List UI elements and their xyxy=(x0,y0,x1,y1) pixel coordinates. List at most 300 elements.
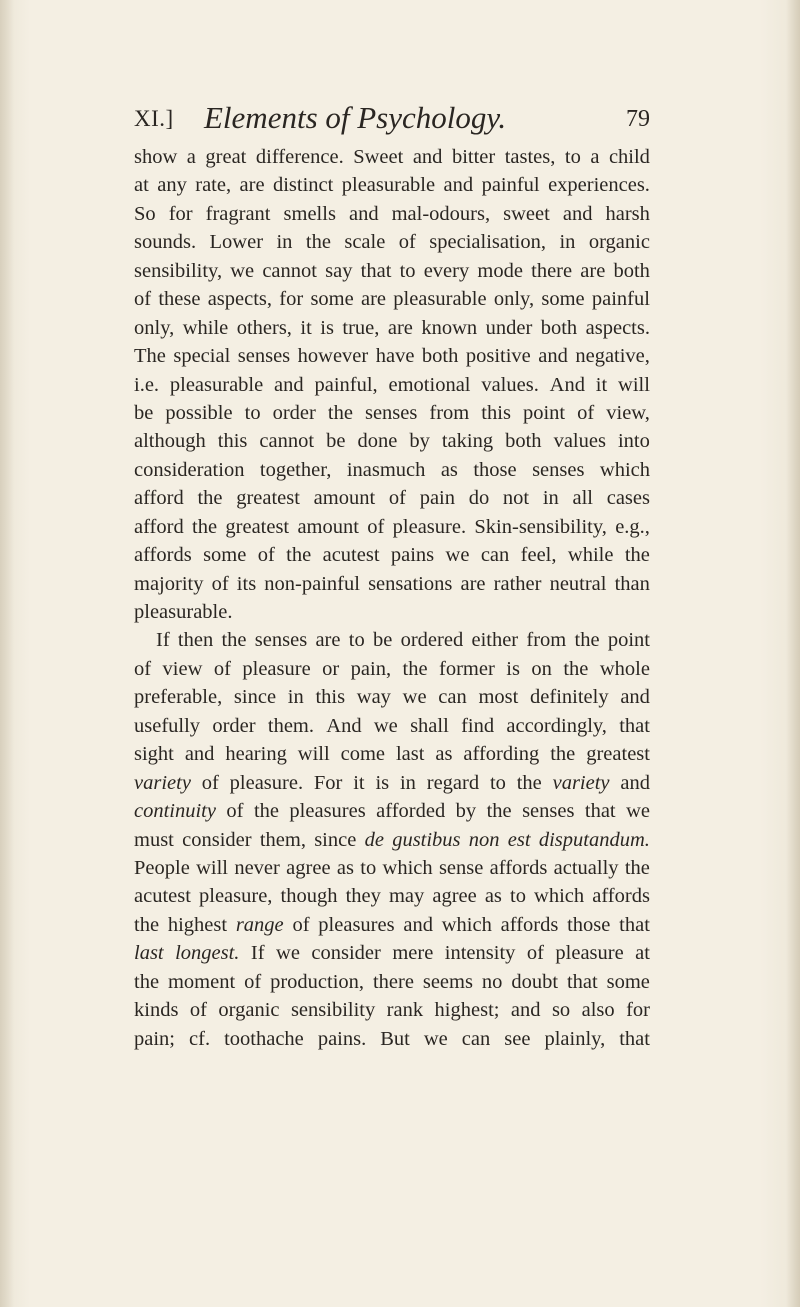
word: them. xyxy=(267,714,314,737)
word: there xyxy=(531,259,573,282)
word: sense xyxy=(438,856,484,879)
text-line xyxy=(134,456,650,484)
word: by xyxy=(455,800,477,823)
word: greatest xyxy=(586,743,650,766)
word: toothache xyxy=(224,1027,304,1050)
text-line xyxy=(134,427,650,455)
word: the xyxy=(516,771,542,794)
word: aspects. xyxy=(585,316,650,339)
word: organic xyxy=(588,231,650,254)
word: be xyxy=(134,401,154,424)
word: values. xyxy=(481,373,539,396)
word: i.e. xyxy=(134,373,160,396)
word: the xyxy=(574,629,600,652)
word: or xyxy=(322,657,340,680)
word: can xyxy=(461,1027,491,1050)
word: seems xyxy=(422,970,473,993)
italic-word: de xyxy=(364,828,384,851)
word: however xyxy=(297,345,369,368)
word: both xyxy=(540,316,578,339)
word: senses xyxy=(532,458,585,481)
word: in xyxy=(276,231,293,254)
text-line xyxy=(134,797,650,825)
word: point xyxy=(607,629,650,652)
word: for xyxy=(168,202,193,225)
word: sight xyxy=(134,743,174,766)
text-line xyxy=(134,399,650,427)
word: are xyxy=(387,316,413,339)
word: pleasure xyxy=(555,942,624,965)
word: consideration xyxy=(134,458,245,481)
word: possible xyxy=(165,401,233,424)
word: pains. xyxy=(317,1027,367,1050)
word: e.g., xyxy=(615,515,650,538)
italic-word: gustibus xyxy=(392,828,461,851)
word: and xyxy=(274,373,304,396)
word: the xyxy=(134,970,160,993)
word: them, xyxy=(259,828,306,851)
word: of xyxy=(367,515,385,538)
italic-word: last xyxy=(134,942,164,965)
word: intensity xyxy=(444,942,516,965)
word: feel, xyxy=(520,544,557,567)
word: plainly, xyxy=(544,1027,606,1050)
word: But xyxy=(380,1027,410,1050)
word: do xyxy=(468,487,490,510)
word: senses xyxy=(364,401,418,424)
word: the xyxy=(221,629,247,652)
word: mal-odours, xyxy=(391,202,491,225)
word: we xyxy=(445,544,470,567)
word: highest xyxy=(167,913,228,936)
text-line xyxy=(134,683,650,711)
word: pains xyxy=(390,544,435,567)
text-line xyxy=(134,882,650,910)
word: doubt xyxy=(511,970,559,993)
word: view xyxy=(162,657,203,680)
word: to xyxy=(244,401,261,424)
word: kinds xyxy=(134,999,179,1022)
word: mode xyxy=(477,259,523,282)
word: afforded xyxy=(376,800,446,823)
word: consider xyxy=(182,828,252,851)
word: regard xyxy=(426,771,480,794)
word: than xyxy=(614,572,650,595)
word: of xyxy=(134,657,152,680)
word: pleasure. xyxy=(229,771,304,794)
word: either xyxy=(471,629,519,652)
word: view, xyxy=(606,401,650,424)
word: taking xyxy=(441,430,494,453)
word: cannot xyxy=(262,259,317,282)
word: of xyxy=(292,913,310,936)
word: its xyxy=(236,572,257,595)
word: aspects, xyxy=(207,288,273,311)
word: some xyxy=(310,288,354,311)
word: both xyxy=(421,345,459,368)
running-header xyxy=(134,100,650,140)
word: may xyxy=(388,885,425,908)
word: at xyxy=(635,942,650,965)
word: find xyxy=(461,714,495,737)
word: which xyxy=(534,885,585,908)
word: there xyxy=(372,970,414,993)
italic-word: variety xyxy=(134,771,191,794)
word: definitely xyxy=(530,686,609,709)
text-line xyxy=(134,769,650,797)
word: from xyxy=(526,629,567,652)
word: will xyxy=(618,373,650,396)
word: will xyxy=(196,856,229,879)
word: are xyxy=(460,572,486,595)
page-edge-shadow xyxy=(786,0,800,1307)
word: while xyxy=(567,544,614,567)
running-title: Elements of Psychology. xyxy=(204,100,507,135)
word: bitter xyxy=(451,146,496,168)
word: though xyxy=(280,885,338,908)
word: we xyxy=(230,259,255,282)
word: of xyxy=(213,657,231,680)
word: on xyxy=(531,657,552,680)
word: highest; xyxy=(434,999,500,1022)
text-line xyxy=(134,712,650,740)
word: and xyxy=(620,686,650,709)
word: and xyxy=(184,743,215,766)
word: that xyxy=(360,259,392,282)
text-line xyxy=(134,1025,650,1053)
italic-word: non xyxy=(468,828,500,851)
word: we xyxy=(402,686,427,709)
word: greatest xyxy=(225,515,290,538)
word: painful xyxy=(481,174,540,197)
word: inasmuch xyxy=(346,458,426,481)
word: the xyxy=(286,544,312,567)
word: former xyxy=(439,657,495,680)
page-gutter-shadow xyxy=(0,0,14,1307)
word: of xyxy=(577,401,595,424)
word: show xyxy=(134,146,178,168)
word: as xyxy=(440,458,458,481)
word: is xyxy=(320,316,334,339)
word: will xyxy=(297,743,330,766)
word: pleasurable xyxy=(393,288,487,311)
word: we xyxy=(423,1027,448,1050)
word: we xyxy=(373,714,398,737)
word: to xyxy=(510,885,526,908)
word: mere xyxy=(392,942,434,965)
word: sweet xyxy=(503,202,550,225)
word: and xyxy=(443,174,474,197)
word: pain; xyxy=(134,1027,175,1050)
word: we xyxy=(626,800,650,823)
word: If xyxy=(250,942,265,965)
word: difference. xyxy=(255,146,344,168)
word: the xyxy=(192,515,218,538)
word: although xyxy=(134,430,206,453)
word: pleasures xyxy=(318,913,395,936)
word: hearing xyxy=(225,743,287,766)
italic-word: variety xyxy=(552,771,610,794)
text-line xyxy=(134,854,650,882)
word: and xyxy=(510,999,541,1022)
word: all xyxy=(572,487,594,510)
word: So xyxy=(134,202,156,225)
word: say xyxy=(325,259,353,282)
word: is xyxy=(375,771,390,794)
word: in xyxy=(399,771,416,794)
word: affords xyxy=(134,544,192,567)
text-line xyxy=(134,314,650,342)
word: that xyxy=(584,800,616,823)
word: others, xyxy=(236,316,292,339)
word: order xyxy=(272,401,316,424)
word: preferable, xyxy=(134,686,223,709)
word: which xyxy=(382,856,433,879)
word: since xyxy=(233,686,277,709)
word: this xyxy=(217,430,248,453)
word: pain, xyxy=(350,657,392,680)
word: cannot xyxy=(259,430,315,453)
word: only, xyxy=(493,288,535,311)
word: at xyxy=(134,174,149,197)
word: known xyxy=(421,316,478,339)
word: not xyxy=(502,487,530,510)
word: under xyxy=(485,316,533,339)
word: agree xyxy=(432,885,477,908)
word: great xyxy=(205,146,247,168)
word: some xyxy=(203,544,247,567)
text-line xyxy=(134,968,650,996)
word: any xyxy=(157,174,187,197)
word: as xyxy=(336,856,354,879)
word: by xyxy=(409,430,430,453)
word: order xyxy=(212,714,256,737)
word: And xyxy=(549,373,585,396)
word: no xyxy=(481,970,503,993)
word: affords xyxy=(489,856,548,879)
word: greatest xyxy=(236,487,300,510)
word: some xyxy=(541,288,585,311)
word: have xyxy=(375,345,415,368)
word: from xyxy=(429,401,470,424)
word: emotional xyxy=(388,373,471,396)
word: sensibility xyxy=(290,999,376,1022)
word: organic xyxy=(218,999,280,1022)
word: acutest xyxy=(322,544,380,567)
word: of xyxy=(244,970,262,993)
word: specialisation, xyxy=(429,231,547,254)
word: fragrant xyxy=(205,202,271,225)
word: of xyxy=(257,544,275,567)
word: in xyxy=(542,487,559,510)
word: and xyxy=(562,202,593,225)
word: in xyxy=(287,686,304,709)
word: accordingly, xyxy=(506,714,607,737)
word: last xyxy=(395,743,425,766)
word: both xyxy=(505,430,542,453)
word: come xyxy=(340,743,386,766)
word: can xyxy=(480,544,510,567)
word: also xyxy=(581,999,615,1022)
word: of xyxy=(526,942,544,965)
word: it xyxy=(300,316,312,339)
word: acutest xyxy=(134,885,191,908)
word: of xyxy=(398,231,416,254)
text-line xyxy=(134,285,650,313)
word: smells xyxy=(283,202,336,225)
word: the xyxy=(563,657,589,680)
body-text xyxy=(134,143,650,1053)
word: distinct xyxy=(272,174,334,197)
word: and xyxy=(620,771,650,794)
word: are xyxy=(360,288,386,311)
word: scale xyxy=(344,231,386,254)
word: the xyxy=(402,657,428,680)
word: those xyxy=(473,458,517,481)
text-line xyxy=(134,655,650,683)
word: of xyxy=(134,288,152,311)
word: Sweet xyxy=(353,146,404,168)
word: painful xyxy=(591,288,650,311)
word: that xyxy=(619,714,650,737)
word: only, xyxy=(134,316,175,339)
word: And xyxy=(326,714,362,737)
word: the xyxy=(134,913,160,936)
word: experiences. xyxy=(548,174,650,197)
word: consider xyxy=(311,942,381,965)
word: ordered xyxy=(400,629,464,652)
word: the xyxy=(624,544,650,567)
word: done xyxy=(357,430,398,453)
word: and xyxy=(538,345,568,368)
word: are xyxy=(580,259,606,282)
word: cases xyxy=(606,487,650,510)
word: must xyxy=(134,828,174,851)
word: affording xyxy=(463,743,540,766)
word: pleasurable xyxy=(341,174,436,197)
word: every xyxy=(423,259,470,282)
word: neutral xyxy=(549,572,607,595)
word: of xyxy=(388,487,406,510)
word: rather xyxy=(493,572,542,595)
text-line xyxy=(134,911,650,939)
word: they xyxy=(345,885,381,908)
text-line xyxy=(134,484,650,512)
word: production, xyxy=(270,970,365,993)
word: Lower xyxy=(209,231,264,254)
word: actually xyxy=(553,856,619,879)
word: negative, xyxy=(575,345,650,368)
word: to xyxy=(489,771,506,794)
word: point xyxy=(522,401,566,424)
text-line xyxy=(134,826,650,854)
word: senses xyxy=(522,800,575,823)
text-line xyxy=(134,570,650,598)
word: amount xyxy=(313,487,376,510)
italic-word: range xyxy=(235,913,284,936)
word: child xyxy=(608,146,650,168)
word: the xyxy=(197,487,223,510)
word: non-painful xyxy=(264,572,360,595)
text-line xyxy=(134,371,650,399)
word: affords xyxy=(500,913,559,936)
word: harsh xyxy=(605,202,650,225)
word: of xyxy=(201,771,219,794)
word: that xyxy=(566,970,598,993)
text-line xyxy=(134,171,650,199)
word: and xyxy=(348,202,379,225)
word: values xyxy=(553,430,606,453)
chapter-number: XI.] xyxy=(134,106,174,131)
word: be xyxy=(372,629,393,652)
text-line xyxy=(134,342,650,370)
word: as xyxy=(484,885,502,908)
word: senses xyxy=(254,629,308,652)
word: as xyxy=(435,743,453,766)
word: the xyxy=(305,231,331,254)
word: of xyxy=(189,999,207,1022)
word: then xyxy=(177,629,214,652)
word: pleasure. xyxy=(392,515,467,538)
word: both xyxy=(613,259,650,282)
word: for xyxy=(626,999,650,1022)
word: be xyxy=(326,430,346,453)
word: which xyxy=(441,913,492,936)
word: and xyxy=(412,146,443,168)
italic-word: longest. xyxy=(175,942,240,965)
word: that xyxy=(619,1027,650,1050)
word: some xyxy=(606,970,650,993)
word: while xyxy=(182,316,229,339)
text-line xyxy=(134,257,650,285)
word: rate, xyxy=(195,174,232,197)
word: those xyxy=(567,913,611,936)
word: the xyxy=(327,401,353,424)
word: most xyxy=(478,686,519,709)
word: of xyxy=(211,572,229,595)
word: pain xyxy=(419,487,455,510)
word: pleasurable. xyxy=(134,601,233,623)
word: pleasurable xyxy=(169,373,264,396)
word: the xyxy=(550,743,576,766)
word: since xyxy=(314,828,357,851)
word: it xyxy=(595,373,608,396)
word: this xyxy=(481,401,511,424)
text-line xyxy=(134,598,650,626)
page-number: 79 xyxy=(626,106,650,132)
word: true, xyxy=(342,316,380,339)
word: never xyxy=(234,856,280,879)
word: a xyxy=(186,146,196,168)
word: sensibility, xyxy=(134,259,223,282)
italic-word: disputandum. xyxy=(538,828,650,851)
word: way xyxy=(356,686,391,709)
word: to xyxy=(348,629,365,652)
word: sounds. xyxy=(134,231,197,254)
text-line xyxy=(134,996,650,1024)
word: of xyxy=(226,800,244,823)
italic-word: est xyxy=(507,828,531,851)
word: are xyxy=(239,174,265,197)
word: pleasures xyxy=(289,800,366,823)
word: shall xyxy=(410,714,449,737)
word: that xyxy=(619,913,650,936)
word: pleasure, xyxy=(199,885,273,908)
text-line xyxy=(134,200,650,228)
word: positive xyxy=(465,345,531,368)
word: the xyxy=(624,856,650,879)
text-line xyxy=(134,626,650,654)
